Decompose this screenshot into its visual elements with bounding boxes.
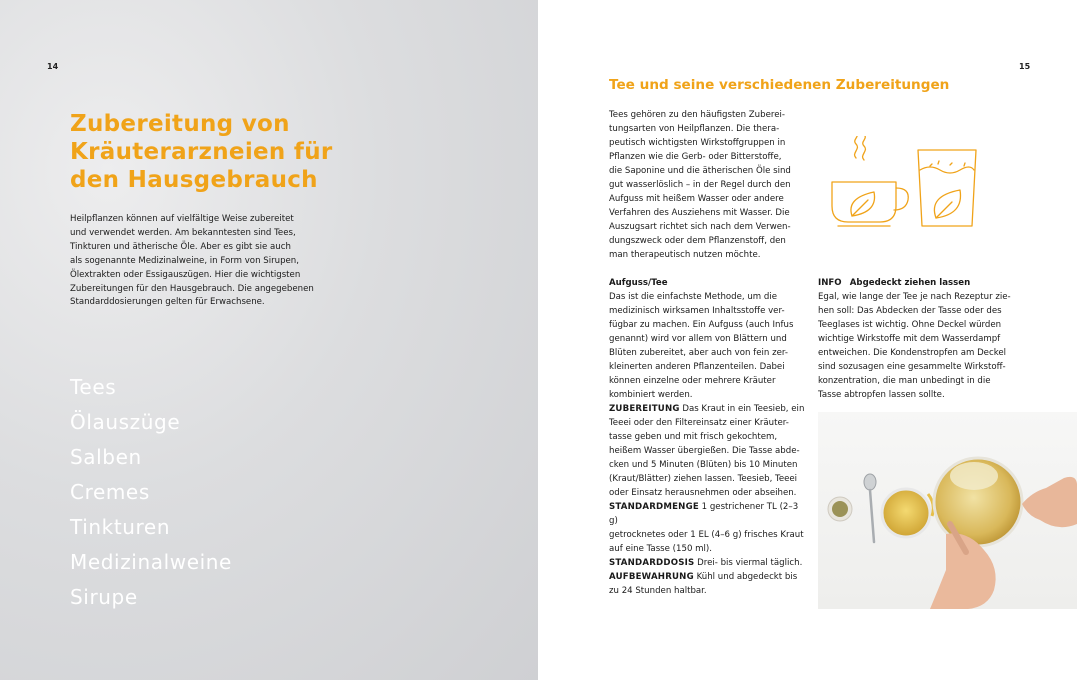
title-line: Kräuterarzneien für — [70, 139, 333, 165]
text-line: Verfahren des Ausziehens mit Wasser. Die — [609, 208, 790, 218]
info-label: INFO — [818, 278, 842, 288]
text-line: fügbar zu machen. Ein Aufguss (auch Infus — [609, 320, 794, 330]
text-line: Teeglases ist wichtig. Ohne Deckel würden — [818, 320, 1002, 330]
text-line: kombiniert werden. — [609, 390, 693, 400]
aufbewahrung-line — [609, 570, 809, 584]
aufguss-heading: Aufguss/Tee — [609, 278, 668, 288]
text-line: oder Einsatz herausnehmen oder abseihen. — [609, 488, 797, 498]
list-item: Tinkturen — [70, 515, 171, 539]
aufguss-section — [609, 276, 809, 598]
text-line: tungsarten von Heilpflanzen. Die thera- — [609, 124, 780, 134]
text-line: dungszweck oder dem Pflanzenstoff, den — [609, 236, 786, 246]
standarddosis-label: STANDARDDOSIS — [609, 558, 695, 568]
tea-photo — [818, 412, 1077, 609]
list-item: Ölauszüge — [70, 410, 181, 434]
text-line: Tees gehören zu den häufigsten Zuberei- — [609, 110, 785, 120]
text-line: Aufguss mit heißem Wasser oder andere — [609, 194, 784, 204]
intro-line: Tinkturen und ätherische Öle. Aber es gibt sie auch — [70, 241, 291, 252]
text-line: getrocknetes oder 1 EL (4–6 g) frisches Kraut — [609, 530, 804, 540]
text-line: Blüten zubereitet, aber auch von fein zer- — [609, 348, 788, 358]
standardmenge-label: STANDARDMENGE — [609, 502, 699, 512]
intro-line: Heilpflanzen können auf vielfältige Weise zubereitet — [70, 214, 294, 224]
text-line: kleinerten anderen Pflanzenteilen. Dabei — [609, 362, 785, 372]
title-line: Zubereitung von — [70, 111, 290, 137]
list-item: Tees — [70, 375, 117, 399]
text-line: genannt) wird vor allem von Blättern und — [609, 334, 787, 344]
text-line: Das Kraut in ein Teesieb, ein — [682, 404, 805, 414]
text-line: Kühl und abgedeckt bis — [696, 572, 798, 582]
text-line: 1 gestrichener TL (2–3 g) — [609, 502, 799, 526]
intro-line: Ölextrakten oder Essigauszügen. Hier die wichtigsten — [70, 269, 301, 280]
intro-line: als sogenannte Medizinalweine, in Form von Sirupen, — [70, 255, 299, 266]
text-line: heißem Wasser übergießen. Die Tasse abde- — [609, 446, 800, 456]
page-title — [70, 110, 370, 194]
left-page — [0, 0, 538, 680]
text-line: Pflanzen wie die Gerb- oder Bitterstoffe, — [609, 152, 782, 162]
standarddosis-line — [609, 556, 809, 570]
text-line: hen soll: Das Abdecken der Tasse oder des — [818, 306, 1002, 316]
text-line: Drei- bis viermal täglich. — [697, 558, 803, 568]
title-line: den Hausgebrauch — [70, 167, 318, 193]
zubereitung-line — [609, 402, 809, 416]
list-item: Cremes — [70, 480, 150, 504]
text-line: zu 24 Stunden haltbar. — [609, 586, 707, 596]
text-line: peutisch wichtigsten Wirkstoffgruppen in — [609, 138, 786, 148]
text-line: können einzelne oder mehrere Kräuter — [609, 376, 776, 386]
text-line: Das ist die einfachste Methode, um die — [609, 292, 778, 302]
intro-line: Standarddosierungen gelten für Erwachsene. — [70, 297, 265, 308]
text-line: Auszugsart richtet sich nach dem Verwen- — [609, 222, 791, 232]
text-line: sind sozusagen eine gesammelte Wirkstoff- — [818, 362, 1006, 372]
standardmenge-line — [609, 500, 809, 528]
text-line: entweichen. Die Kondenstropfen am Deckel — [818, 348, 1007, 358]
page-number-left: 14 — [47, 62, 59, 71]
text-line: die Saponine und die ätherischen Öle sind — [609, 166, 791, 176]
text-line: wichtige Wirkstoffe mit dem Wasserdampf — [818, 334, 1001, 344]
info-heading-line — [818, 276, 1018, 290]
tea-intro-paragraph — [609, 108, 809, 262]
text-line: cken und 5 Minuten (Blüten) bis 10 Minuten — [609, 460, 798, 470]
text-line: Tasse abtropfen lassen sollte. — [818, 390, 945, 400]
text-line: auf eine Tasse (150 ml). — [609, 544, 713, 554]
text-line: (Kraut/Blätter) ziehen lassen. Teesieb, Teeei — [609, 474, 798, 484]
text-line: Egal, wie lange der Tee je nach Rezeptur zie- — [818, 292, 1011, 302]
list-item: Medizinalweine — [70, 550, 232, 574]
info-box — [818, 276, 1018, 402]
tea-cup-icon — [832, 136, 908, 226]
tea-illustration — [826, 136, 986, 228]
tea-glass-icon — [918, 150, 976, 226]
text-line: tasse geben und mit frisch gekochtem, — [609, 432, 778, 442]
preparation-list — [70, 370, 232, 615]
intro-line: Zubereitungen für den Hausgebrauch. Die angegebenen — [70, 283, 314, 294]
intro-line: und verwendet werden. Am bekanntesten sind Tees, — [70, 227, 296, 238]
text-line: gut wasserlöslich – in der Regel durch den — [609, 180, 791, 190]
info-heading: Abgedeckt ziehen lassen — [849, 278, 971, 288]
text-line: man therapeutisch nutzen möchte. — [609, 250, 761, 260]
section-heading: Tee und seine verschiedenen Zubereitungen — [609, 77, 950, 93]
list-item: Sirupe — [70, 585, 138, 609]
page-number-right: 15 — [1019, 62, 1031, 71]
intro-paragraph — [70, 213, 325, 310]
text-line: konzentration, die man unbedingt in die — [818, 376, 991, 386]
text-line: medizinisch wirksamen Inhaltsstoffe ver- — [609, 306, 785, 316]
text-line: Teeei oder den Filtereinsatz einer Kräuter- — [609, 418, 789, 428]
aufbewahrung-label: AUFBEWAHRUNG — [609, 572, 694, 582]
zubereitung-label: ZUBEREITUNG — [609, 404, 680, 414]
list-item: Salben — [70, 445, 142, 469]
